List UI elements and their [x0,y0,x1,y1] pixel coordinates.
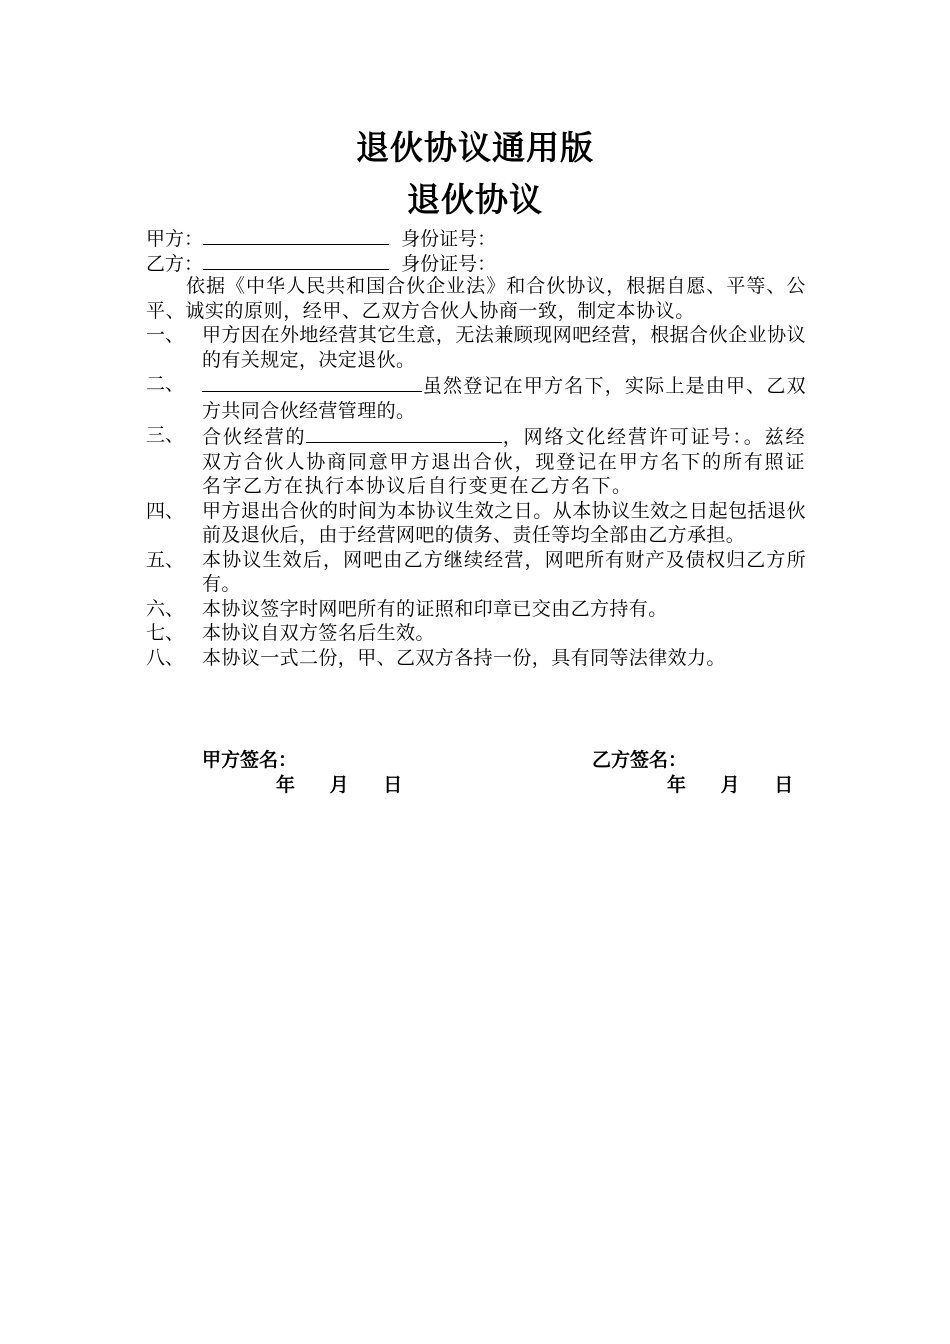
clause-text: 本协议签字时网吧所有的证照和印章已交由乙方持有。 [202,597,668,620]
clause-text-part: ，网络文化经营许可证号：。兹经双方合伙人协商同意甲方退出合伙，现登记在甲方名下的所有照证名字乙方在执行本协议后自行变更在乙方名下。 [202,426,806,497]
party-b-name-blank [203,250,389,270]
clause-text: 本协议一式二份，甲、乙双方各持一份，具有同等法律效力。 [202,646,726,669]
internet-cafe-name-blank [306,423,502,443]
party-a-label: 甲方： [146,228,204,250]
clause-number: 七、 [146,622,185,644]
agreement-body [146,225,806,670]
clause-number: 一、 [146,324,185,346]
clause-number: 五、 [146,548,185,571]
clause-text-part: 合伙经营的 [202,426,307,448]
document-title: 退伙协议通用版 [356,128,594,167]
party-b-date: 年 月 日 [667,774,794,796]
clause-4 [146,499,806,548]
document-subtitle: 退伙协议 [407,180,543,219]
clause-8 [146,646,806,671]
party-b-label: 乙方： [146,252,204,275]
clause-5 [146,548,806,597]
clause-1 [146,323,806,372]
party-a-line [146,225,806,250]
clause-number: 三、 [146,424,185,446]
clause-6 [146,597,806,622]
intro-paragraph: 依据《中华人民共和国合伙企业法》和合伙协议，根据自愿、平等、公平、诚实的原则，经甲、乙双方合伙人协商一致，制定本协议。 [146,275,806,322]
party-a-name-blank [203,225,389,245]
party-a-date: 年 月 日 [276,774,403,796]
clause-number: 八、 [146,646,185,669]
clause-text [202,372,806,423]
clause-text-part: 虽然登记在甲方名下，实际上是由甲、乙双方共同合伙经营管理的。 [202,375,806,422]
clause-number: 四、 [146,499,185,522]
clause-2 [146,372,806,423]
clause-number: 六、 [146,597,185,620]
business-name-blank [202,372,422,392]
clause-number: 二、 [146,373,185,395]
clause-7 [146,621,806,646]
clause-text: 本协议生效后，网吧由乙方继续经营，网吧所有财产及债权归乙方所有。 [202,548,806,595]
party-b-line [146,250,806,275]
clause-text: 甲方退出合伙的时间为本协议生效之日。从本协议生效之日起包括退伙前及退伙后，由于经营网吧的债务、责任等均全部由乙方承担。 [202,499,806,546]
party-b-signature-label: 乙方签名： [592,749,688,771]
clause-3 [146,423,806,499]
party-a-signature-label: 甲方签名： [202,749,298,771]
clause-text: 甲方因在外地经营其它生意，无法兼顾现网吧经营，根据合伙企业协议的有关规定，决定退伙。 [202,324,806,371]
party-a-id-label: 身份证号： [401,228,497,250]
clause-text [202,423,806,499]
party-b-id-label: 身份证号： [401,252,497,275]
clause-text: 本协议自双方签名后生效。 [202,622,435,644]
